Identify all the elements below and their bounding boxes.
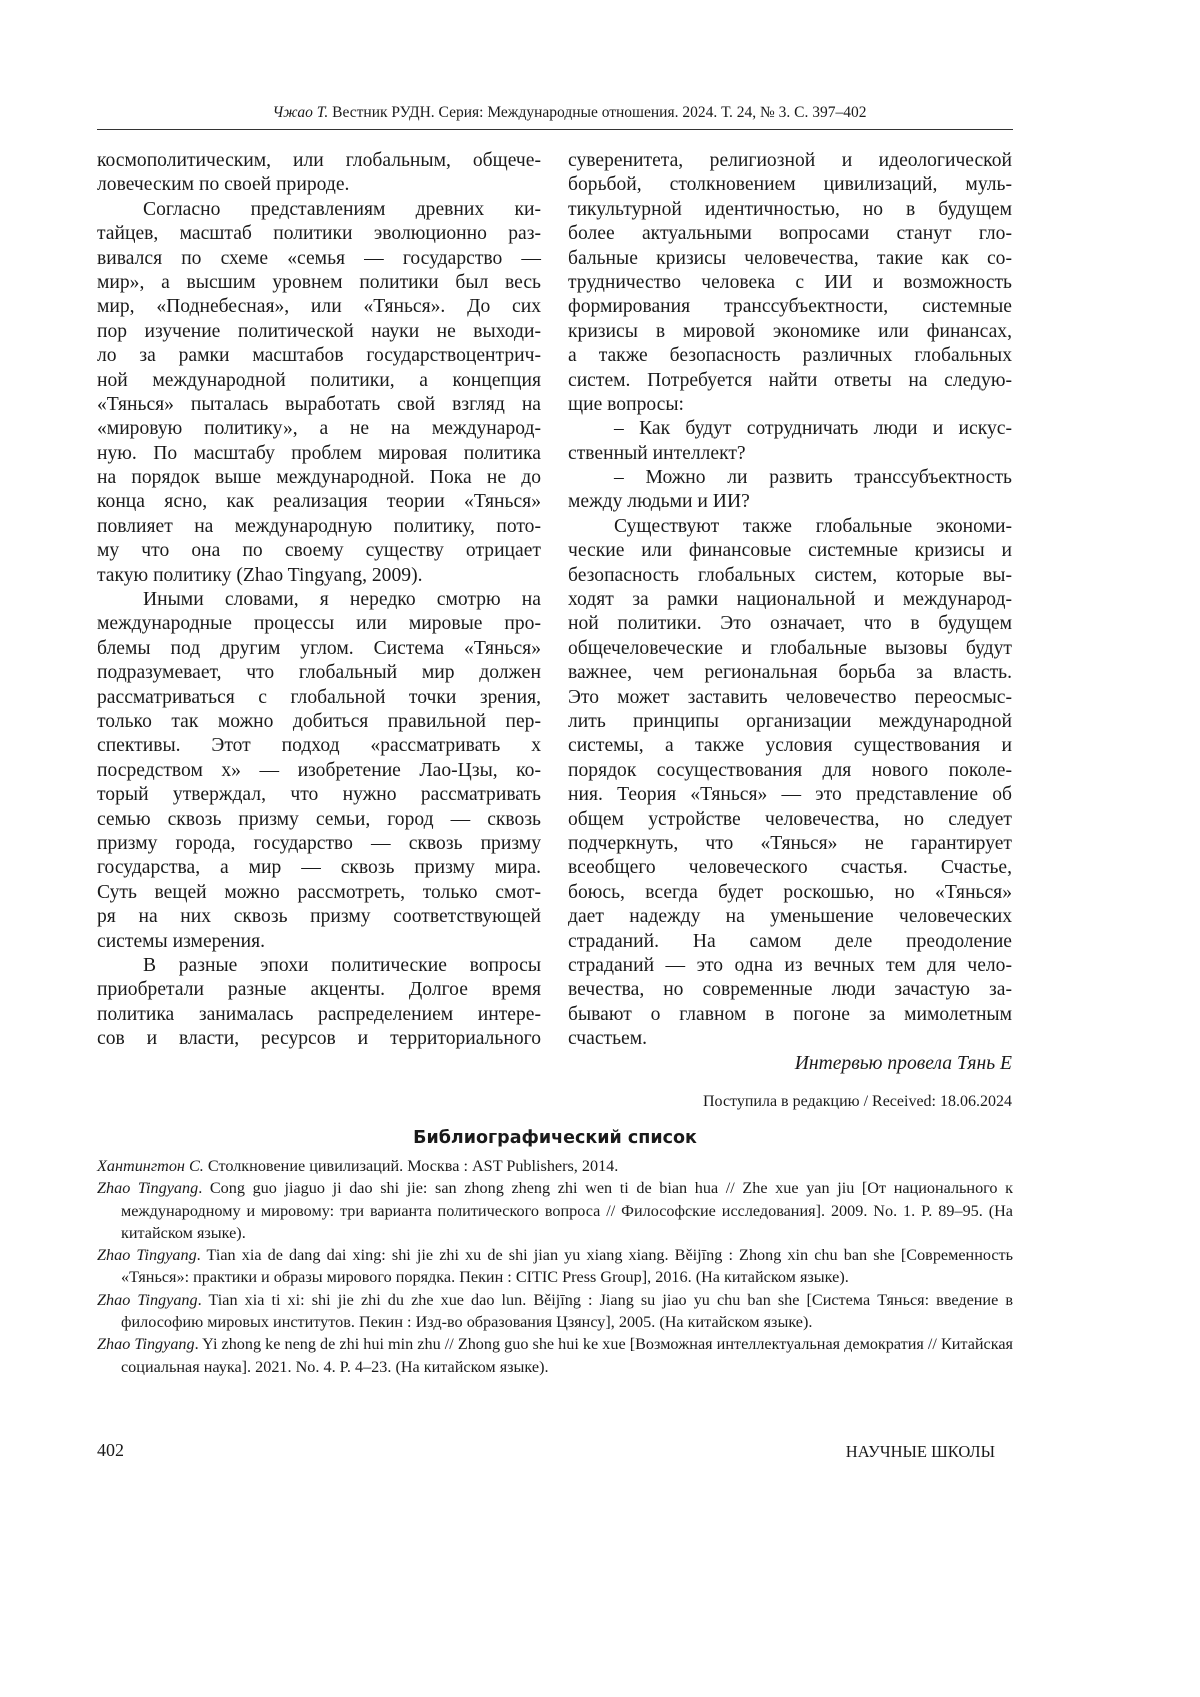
bibliography-item	[97, 1289, 1013, 1334]
text-line: трудничество человека с ИИ и возможность	[568, 271, 1012, 295]
bibliography-author: Zhao Tingyang	[97, 1246, 197, 1264]
bibliography-title: Библиографический список	[97, 1128, 1013, 1148]
text-line: систем. Потребуется найти ответы на следую-	[568, 369, 1012, 393]
text-line: более актуальными вопросами станут гло-	[568, 222, 1012, 246]
text-line: тайцев, масштаб политики эволюционно раз-	[97, 222, 541, 246]
text-line: тикультурной идентичностью, но в будущем	[568, 198, 1012, 222]
text-line: борьбой, столкновением цивилизаций, муль-	[568, 173, 1012, 197]
text-line: призму города, государство — сквозь призму	[97, 832, 541, 856]
text-line: а также безопасность различных глобальных	[568, 344, 1012, 368]
text-line: ловеческим по своей природе.	[97, 173, 541, 197]
text-line: системы измерения.	[97, 930, 541, 954]
text-line: конца ясно, как реализация теории «Тянься»	[97, 490, 541, 514]
text-line: ходят за рамки национальной и международ-	[568, 588, 1012, 612]
bibliography-list	[97, 1155, 1013, 1378]
bibliography-author: Zhao Tingyang	[97, 1335, 195, 1353]
text-line: Иными словами, я нередко смотрю на	[97, 588, 541, 612]
bibliography-author: Хантингтон С.	[97, 1157, 204, 1175]
bibliography-item	[97, 1177, 1013, 1244]
bibliography-author: Zhao Tingyang	[97, 1291, 198, 1309]
text-line: ло за рамки масштабов государствоцентрич-	[97, 344, 541, 368]
header-rule	[97, 129, 1013, 130]
text-line: космополитическим, или глобальным, общече-	[97, 149, 541, 173]
text-line: ной политики. Это означает, что в будущем	[568, 612, 1012, 636]
text-line: боюсь, всегда будет роскошью, но «Тянься»	[568, 881, 1012, 905]
text-line: суверенитета, религиозной и идеологической	[568, 149, 1012, 173]
text-line: кризисы в мировой экономике или финансах,	[568, 320, 1012, 344]
text-line: общем устройстве человечества, но следует	[568, 808, 1012, 832]
paragraph	[568, 149, 1012, 417]
text-line: международные процессы или мировые про-	[97, 612, 541, 636]
text-line: щие вопросы:	[568, 393, 1012, 417]
text-line: пор изучение политической науки не выходи-	[97, 320, 541, 344]
text-line: Согласно представлениям древних ки-	[97, 198, 541, 222]
text-line: политика занималась распределением интере-	[97, 1003, 541, 1027]
text-line: сов и власти, ресурсов и территориального	[97, 1027, 541, 1051]
text-line: В разные эпохи политические вопросы	[97, 954, 541, 978]
text-line: «мировую политику», а не на международ-	[97, 417, 541, 441]
paragraph	[97, 588, 541, 954]
text-line: порядок сосуществования для нового поколе-	[568, 759, 1012, 783]
text-line: счастьем.	[568, 1027, 1012, 1051]
header-citation: Вестник РУДН. Серия: Международные отношения. 2024. Т. 24, № 3. С. 397–402	[332, 104, 866, 121]
text-line: лить принципы организации международной	[568, 710, 1012, 734]
page-number: 402	[97, 1440, 124, 1461]
paragraph	[568, 466, 1012, 515]
text-line: «Тянься» пыталась выработать свой взгляд на	[97, 393, 541, 417]
text-line: ственный интеллект?	[568, 442, 1012, 466]
text-line: – Как будут сотрудничать люди и искус-	[568, 417, 1012, 441]
text-line: общечеловеческие и глобальные вызовы будут	[568, 637, 1012, 661]
bibliography-text: Столкновение цивилизаций. Москва : AST Publishers, 2014.	[204, 1157, 618, 1175]
bibliography-item	[97, 1155, 1013, 1177]
text-line: торый утверждал, что нужно рассматривать	[97, 783, 541, 807]
bibliography-text: . Yi zhong ke neng de zhi hui min zhu // Zhong guo she hui ke xue [Возможная интеллектуальная демократия // Китайская социальная наука]. 2021. No. 4. P. 4–23. (На китайском языке).	[121, 1335, 1013, 1375]
paragraph	[568, 515, 1012, 1052]
text-line: важнее, чем региональная борьба за власть.	[568, 661, 1012, 685]
text-line: блемы под другим углом. Система «Тянься»	[97, 637, 541, 661]
left-column	[97, 149, 541, 1051]
bibliography-text: . Tian xia ti xi: shi jie zhi du zhe xue dao lun. Běijīng : Jiang su jiao yu chu ban she [Система Тянься: введение в философию мировых институтов. Пекин : Изд-во образования Цзянсу], 2005. (На китайском языке).	[121, 1291, 1013, 1331]
interview-signature: Интервью провела Тянь Е	[795, 1053, 1012, 1075]
received-date: Поступила в редакцию / Received: 18.06.2024	[703, 1093, 1012, 1111]
bibliography-author: Zhao Tingyang	[97, 1179, 198, 1197]
text-line: бывают о главном в погоне за мимолетным	[568, 1003, 1012, 1027]
text-line: страданий. На самом деле преодоление	[568, 930, 1012, 954]
text-line: повлияет на международную политику, пото-	[97, 515, 541, 539]
text-line: ря на них сквозь призму соответствующей	[97, 905, 541, 929]
text-line: посредством x» — изобретение Лао-Цзы, ко-	[97, 759, 541, 783]
bibliography-item	[97, 1244, 1013, 1289]
text-line: вечества, но современные люди зачастую за-	[568, 978, 1012, 1002]
text-line: ной международной политики, а концепция	[97, 369, 541, 393]
text-line: спективы. Этот подход «рассматривать x	[97, 734, 541, 758]
text-line: подразумевает, что глобальный мир должен	[97, 661, 541, 685]
paragraph	[97, 198, 541, 588]
header-author: Чжао Т.	[272, 104, 328, 121]
text-line: бальные кризисы человечества, такие как со-	[568, 247, 1012, 271]
text-line: всеобщего человеческого счастья. Счастье,	[568, 856, 1012, 880]
text-line: приобретали разные акценты. Долгое время	[97, 978, 541, 1002]
text-line: безопасность глобальных систем, которые вы-	[568, 564, 1012, 588]
text-line: страданий — это одна из вечных тем для чело-	[568, 954, 1012, 978]
text-line: дает надежду на уменьшение человеческих	[568, 905, 1012, 929]
text-line: системы, а также условия существования и	[568, 734, 1012, 758]
bibliography-text: . Tian xia de dang dai xing: shi jie zhi xu de shi jian yu xiang xiang. Běijīng : Zhong xin chu ban she [Современность «Тянься»: практики и образы мирового порядка. Пекин : CITIC Press Group], 2016. (На китайском языке).	[121, 1246, 1013, 1286]
bibliography-text: . Cong guo jiaguo ji dao shi jie: san zhong zheng zhi wen ti de bian hua // Zhe xue yan jiu [От национального к международному и мировому: три варианта политического вопроса // Философские исследования]. 2009. No. 1. P. 89–95. (На китайском языке).	[121, 1179, 1013, 1242]
text-line: му что она по своему существу отрицает	[97, 539, 541, 563]
text-line: ную. По масштабу проблем мировая политика	[97, 442, 541, 466]
text-line: государства, а мир — сквозь призму мира.	[97, 856, 541, 880]
paragraph	[97, 954, 541, 1052]
right-column	[568, 149, 1012, 1051]
text-line: – Можно ли развить транссубъектность	[568, 466, 1012, 490]
section-name: НАУЧНЫЕ ШКОЛЫ	[846, 1442, 995, 1462]
running-header	[97, 104, 1012, 122]
text-line: между людьми и ИИ?	[568, 490, 1012, 514]
text-line: ния. Теория «Тянься» — это представление об	[568, 783, 1012, 807]
text-line: подчеркнуть, что «Тянься» не гарантирует	[568, 832, 1012, 856]
text-line: мир, «Поднебесная», или «Тянься». До сих	[97, 295, 541, 319]
text-line: семью сквозь призму семьи, город — сквозь	[97, 808, 541, 832]
paragraph	[97, 149, 541, 198]
text-line: рассматриваться с глобальной точки зрения,	[97, 686, 541, 710]
text-line: формирования транссубъектности, системные	[568, 295, 1012, 319]
text-line: Это может заставить человечество переосмыс-	[568, 686, 1012, 710]
text-line: только так можно добиться правильной пер-	[97, 710, 541, 734]
bibliography-item	[97, 1333, 1013, 1378]
text-line: такую политику (Zhao Tingyang, 2009).	[97, 564, 541, 588]
text-line: ческие или финансовые системные кризисы и	[568, 539, 1012, 563]
text-line: на порядок выше международной. Пока не до	[97, 466, 541, 490]
text-line: вивался по схеме «семья — государство —	[97, 247, 541, 271]
text-line: Суть вещей можно рассмотреть, только смот-	[97, 881, 541, 905]
text-line: Существуют также глобальные экономи-	[568, 515, 1012, 539]
paragraph	[568, 417, 1012, 466]
text-line: мир», а высшим уровнем политики был весь	[97, 271, 541, 295]
